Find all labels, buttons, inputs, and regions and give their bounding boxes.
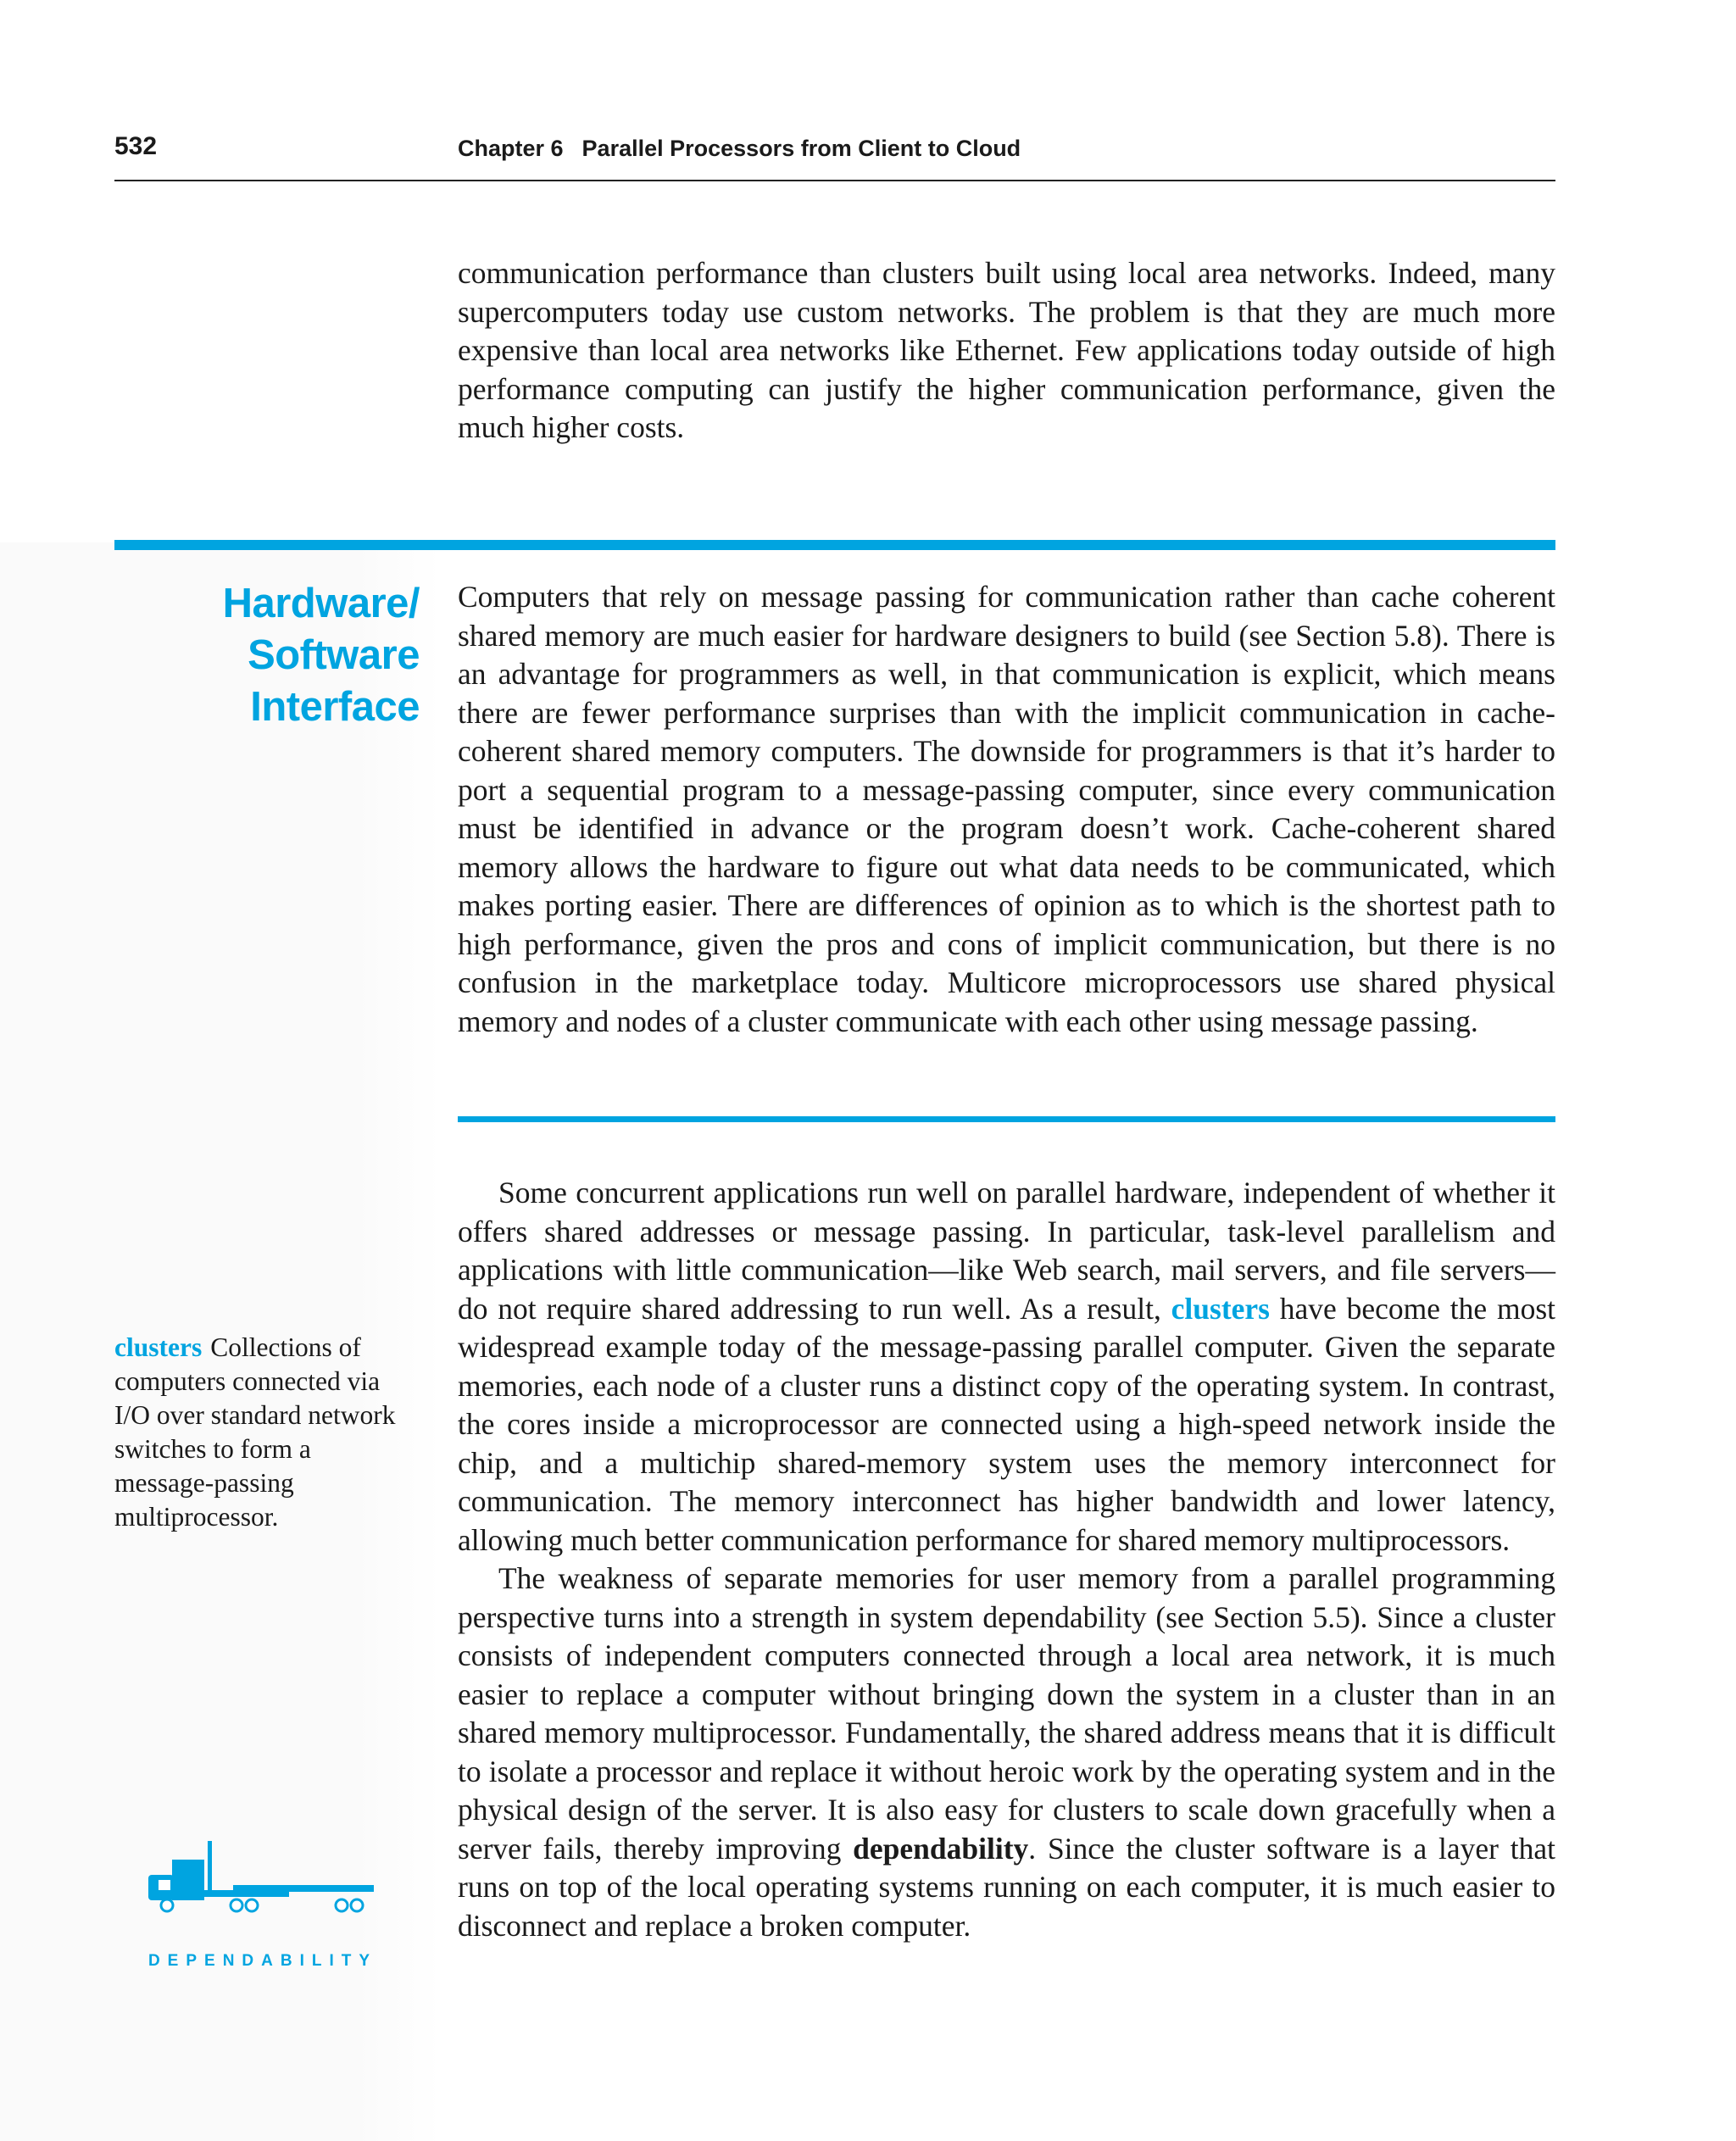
bold-term: dependability [853, 1831, 1029, 1866]
text-run: have become the most widespread example today of the message-passing parallel computer. Given the separate memories, each node of a cluster runs a distinct copy of the operating system. In contrast, the cores inside a microprocessor are connected using a high-speed network inside the chip, and a multichip shared-memory system uses the memory interconnect for communication. The memory interconnect has higher bandwidth and lower latency, allowing much better communication performance for shared memory multiprocessors. [458, 1291, 1556, 1557]
running-head [458, 136, 1021, 162]
main-body [458, 1174, 1555, 1945]
paragraph [458, 1560, 1555, 1945]
header-rule [114, 180, 1555, 181]
paragraph: Computers that rely on message passing for communication rather than cache coherent shared memory are much easier for hardware designers to build (see Section 5.8). There is an advantage for programmers as well, in that communication is explicit, which means there are fewer performance surprises than with the implicit communication in cache-coherent shared memory computers. The downside for programmers is that it’s harder to port a sequential program to a message-passing computer, since every communication must be identified in advance or the program doesn’t work. Cache-coherent shared memory allows the hardware to figure out what data needs to be communicated, which makes porting easier. There are differences of opinion as to which is the shortest path to high performance, given the pros and cons of implicit communication, but there is no confusion in the marketplace today. Multicore microprocessors use shared physical memory and nodes of a cluster communicate with each other using message passing. [458, 580, 1555, 1038]
paragraph [458, 1174, 1555, 1560]
text-run: The weakness of separate memories for user memory from a parallel programming perspective turns into a strength in system dependability (see Section 5.5). Since a cluster consists of independent computers connected through a local area network, it is much easier to replace a computer without bringing down the system in a cluster than in an shared memory multiprocessor. Fundamentally, the shared address means that it is difficult to isolate a processor and replace it without heroic work by the operating system and in the physical design of the server. It is also easy for clusters to scale down gracefully when a server fails, thereby improving [458, 1561, 1555, 1866]
glossary-term-link[interactable]: clusters [1171, 1291, 1270, 1326]
hsi-heading-line: Hardware/ [222, 581, 420, 626]
continued-paragraph [458, 254, 1555, 448]
paragraph: communication performance than clusters built using local area networks. Indeed, many supercomputers today use custom networks. The problem is that they are much more expensive than local area networks like Ethernet. Few applications today outside of high performance computing can justify the higher communication performance, given the much higher costs. [458, 256, 1555, 444]
glossary-definition: Collections of computers connected via I/O over standard network switches to form a message-passing multiprocessor. [114, 1332, 396, 1532]
chapter-title: Parallel Processors from Client to Cloud [581, 136, 1021, 161]
margin-glossary [114, 1331, 403, 1534]
text-run: Some concurrent applications run well on parallel hardware, independent of whether it offers shared addresses or message passing. In particular, task-level parallelism and applications with little communication—like Web search, mail servers, and file servers—do not require shared addressing to run well. As a result, [458, 1176, 1555, 1326]
hsi-rule-top [114, 540, 1555, 550]
glossary-term: clusters [114, 1332, 203, 1362]
hsi-rule-bottom [458, 1116, 1555, 1122]
hsi-heading-line: Software [248, 632, 420, 678]
truck-icon [148, 1841, 377, 1917]
hsi-body [458, 578, 1555, 1041]
dependability-label: DEPENDABILITY [147, 1952, 378, 1970]
hsi-heading [114, 578, 420, 733]
page-number: 532 [114, 132, 158, 160]
chapter-label: Chapter 6 [458, 136, 564, 161]
hsi-heading-line: Interface [250, 684, 420, 730]
text-run: . Since the cluster software is a layer that runs on top of the local operating systems running on each computer, it is much easier to disconnect and replace a broken computer. [458, 1831, 1555, 1943]
